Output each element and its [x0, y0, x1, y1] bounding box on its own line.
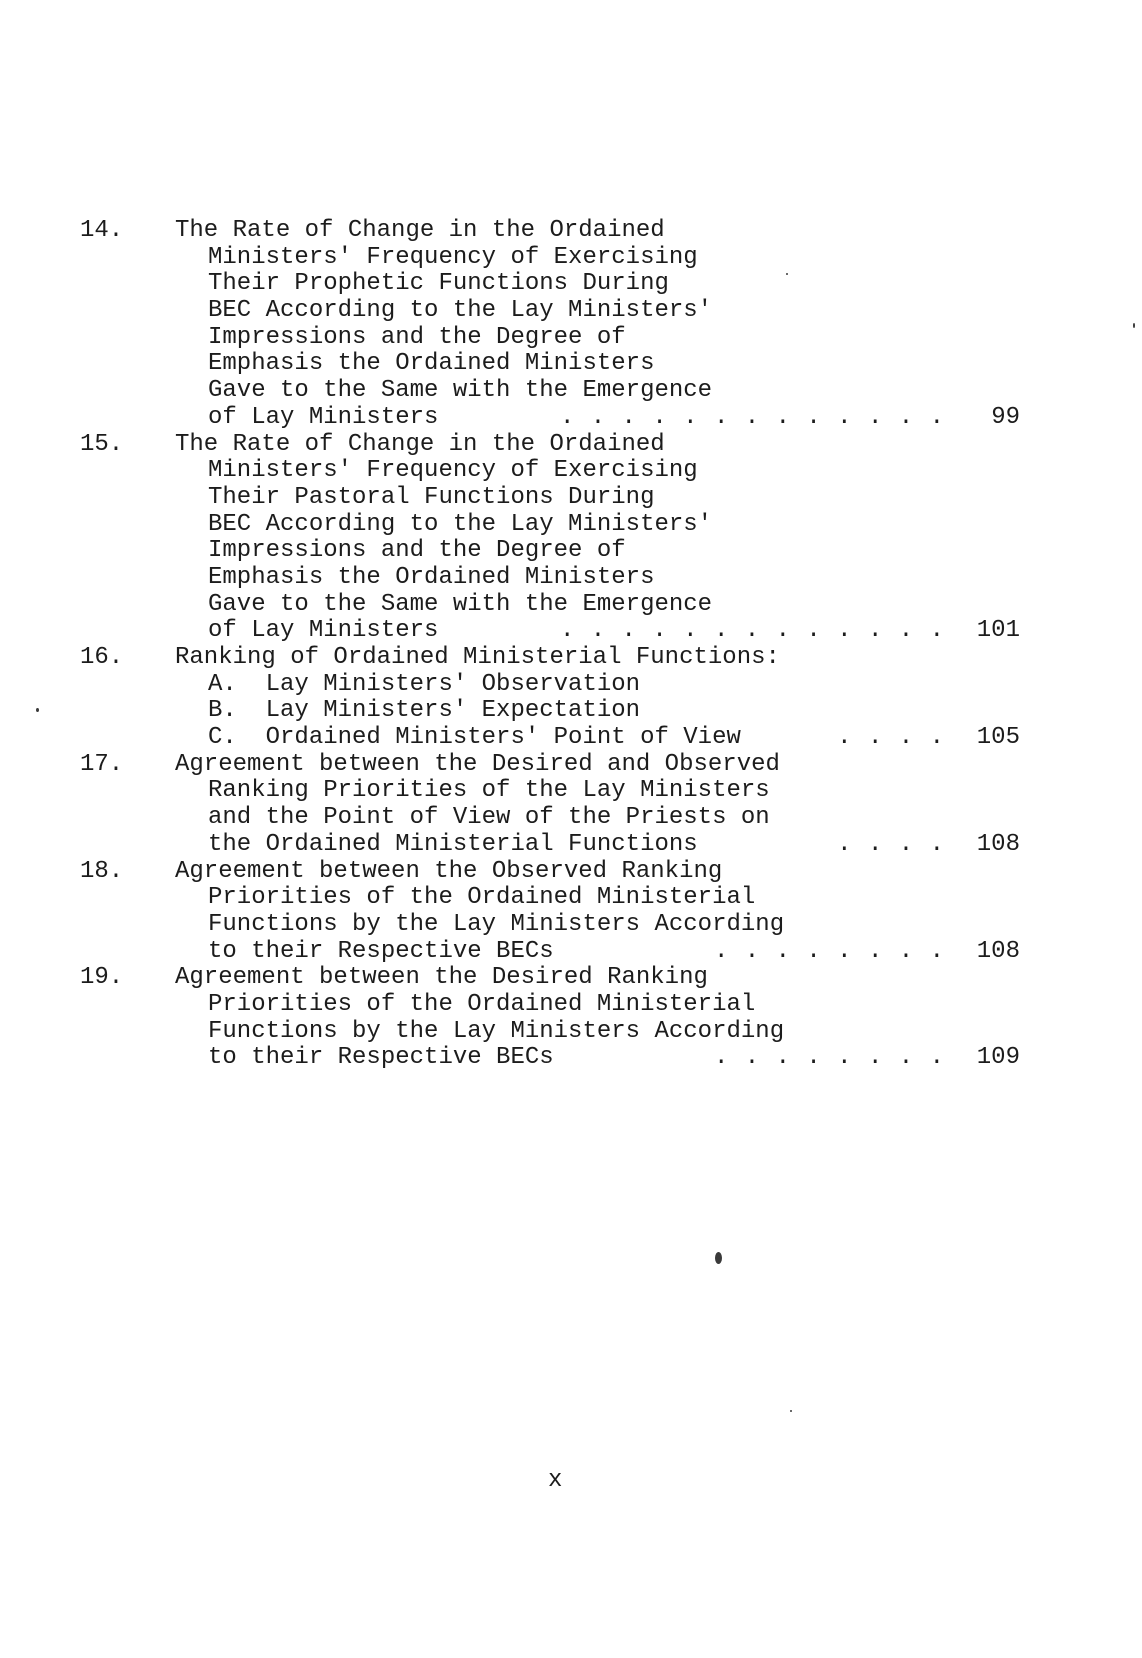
toc-entry-line — [80, 271, 1020, 298]
entry-title-text: Their Prophetic Functions During — [208, 270, 669, 298]
toc-entry-line — [80, 672, 1020, 699]
toc-entry-line — [80, 992, 1020, 1019]
entry-title-text: Agreement between the Desired Ranking — [175, 964, 708, 992]
toc-entry-line — [80, 698, 1020, 725]
toc-entry-line — [80, 512, 1020, 539]
toc-entry-line — [80, 432, 1020, 459]
entry-title-text: Ranking of Ordained Ministerial Functions: — [175, 644, 780, 671]
toc-entry-line — [80, 912, 1020, 939]
toc-entry-line — [80, 325, 1020, 352]
dot-leader: . . . . — [837, 724, 945, 752]
toc-entry-line — [80, 778, 1020, 805]
scan-speck — [715, 1252, 722, 1264]
page-number: 105 — [976, 724, 1020, 752]
list-of-tables-continued — [80, 218, 1020, 1072]
entry-number: 18. — [80, 857, 124, 885]
entry-number: 14. — [80, 217, 124, 244]
entry-title-text: Their Pastoral Functions During — [208, 483, 655, 511]
toc-entry-line — [80, 618, 1020, 645]
entry-title-text: The Rate of Change in the Ordained — [175, 430, 665, 458]
toc-entry-line — [80, 939, 1020, 966]
dot-leader: . . . . . . . . . . . . . — [559, 617, 945, 645]
dot-leader: . . . . . . . . — [713, 937, 945, 965]
entry-title-text: Functions by the Lay Ministers According — [208, 1017, 785, 1045]
toc-entry-line — [80, 351, 1020, 378]
toc-entry-line — [80, 298, 1020, 325]
toc-entry-line — [80, 645, 1020, 672]
page-number: 101 — [976, 617, 1020, 645]
entry-number: 15. — [80, 430, 124, 458]
entry-title-text: Functions by the Lay Ministers According — [208, 910, 785, 938]
toc-entry-line — [80, 592, 1020, 619]
entry-title-text: The Rate of Change in the Ordained — [175, 217, 665, 244]
page-number: 108 — [976, 937, 1020, 965]
scan-speck — [36, 708, 39, 712]
toc-entry-line — [80, 565, 1020, 592]
entry-title-text: Agreement between the Desired and Observed — [175, 750, 780, 778]
entry-number: 16. — [80, 644, 124, 671]
page-folio: x — [548, 1467, 563, 1494]
entry-title-text: Ministers' Frequency of Exercising — [208, 243, 698, 271]
entry-title-text: and the Point of View of the Priests on — [208, 804, 770, 832]
toc-entry-line — [80, 485, 1020, 512]
entry-title-text: the Ordained Ministerial Functions — [208, 830, 698, 858]
entry-title-text: BEC According to the Lay Ministers' — [208, 297, 713, 325]
entry-title-text: Ranking Priorities of the Lay Ministers — [208, 777, 770, 805]
entry-number: 17. — [80, 750, 124, 778]
entry-title-text: Emphasis the Ordained Ministers — [208, 350, 655, 378]
toc-entry-line — [80, 965, 1020, 992]
entry-number: 19. — [80, 964, 124, 992]
scan-speck — [790, 1410, 792, 1412]
toc-entry-line — [80, 378, 1020, 405]
toc-entry-line — [80, 405, 1020, 432]
entry-title-text: Agreement between the Observed Ranking — [175, 857, 723, 885]
entry-title-text: to their Respective BECs — [208, 1044, 554, 1072]
toc-entry-line — [80, 1045, 1020, 1072]
toc-entry — [80, 432, 1020, 646]
entry-title-text: Ministers' Frequency of Exercising — [208, 457, 698, 485]
toc-entry — [80, 965, 1020, 1072]
entry-title-text: A. Lay Ministers' Observation — [208, 670, 641, 698]
entry-title-text: of Lay Ministers — [208, 403, 439, 431]
entry-title-text: Gave to the Same with the Emergence — [208, 590, 713, 618]
entry-title-text: C. Ordained Ministers' Point of View — [208, 724, 741, 752]
entry-title-text: Impressions and the Degree of — [208, 537, 626, 565]
dot-leader: . . . . — [837, 830, 945, 858]
toc-entry-line — [80, 805, 1020, 832]
toc-entry — [80, 218, 1020, 432]
toc-entry-line — [80, 1019, 1020, 1046]
entry-title-text: Impressions and the Degree of — [208, 323, 626, 351]
toc-entry-line — [80, 859, 1020, 886]
page-number: 109 — [976, 1044, 1020, 1072]
toc-entry-line — [80, 538, 1020, 565]
entry-title-text: Priorities of the Ordained Ministerial — [208, 990, 756, 1018]
toc-entry-line — [80, 885, 1020, 912]
dot-leader: . . . . . . . . — [713, 1044, 945, 1072]
toc-entry-line — [80, 832, 1020, 859]
toc-entry — [80, 645, 1020, 752]
toc-entry — [80, 752, 1020, 859]
scan-speck — [1133, 323, 1135, 328]
entry-title-text: Emphasis the Ordained Ministers — [208, 563, 655, 591]
entry-title-text: B. Lay Ministers' Expectation — [208, 697, 641, 725]
toc-entry-line — [80, 218, 1020, 245]
page-number: 108 — [976, 830, 1020, 858]
scan-speck — [786, 273, 788, 275]
entry-title-text: BEC According to the Lay Ministers' — [208, 510, 713, 538]
entry-title-text: Gave to the Same with the Emergence — [208, 377, 713, 405]
toc-entry-line — [80, 725, 1020, 752]
page-number: 99 — [991, 403, 1020, 431]
toc-entry-line — [80, 245, 1020, 272]
entry-title-text: of Lay Ministers — [208, 617, 439, 645]
dot-leader: . . . . . . . . . . . . . — [559, 403, 945, 431]
entry-title-text: Priorities of the Ordained Ministerial — [208, 884, 756, 912]
toc-entry-line — [80, 752, 1020, 779]
toc-entry-line — [80, 458, 1020, 485]
entry-title-text: to their Respective BECs — [208, 937, 554, 965]
toc-entry — [80, 859, 1020, 966]
